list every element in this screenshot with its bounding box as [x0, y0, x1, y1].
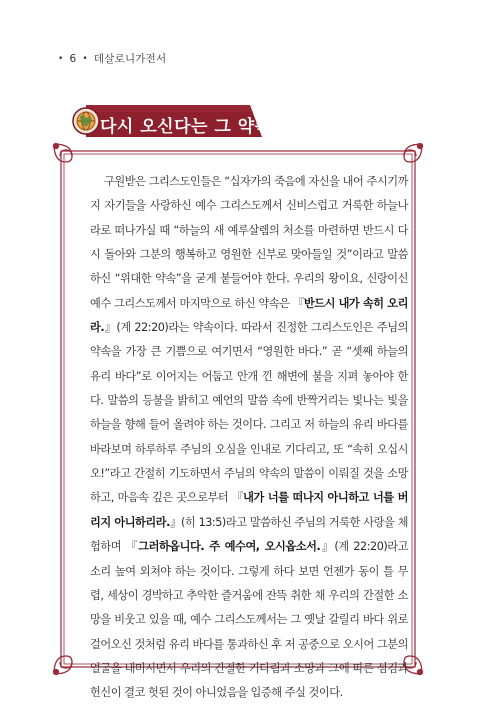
page-number: 6 [69, 52, 77, 65]
bold-quote: 내가 너를 떠나지 아니하고 너를 버리지 아니하리라. [90, 491, 408, 529]
body-text [90, 170, 408, 706]
text-run: 』(계 22:20)라는 약속이다. 따라서 진정한 그리스도인은 주님의 약속을 가장 큰 기쁨으로 여기면서 “영원한 바다.” 곧 “셋째 하늘의 유리 바다”로 이어지는 어둡고 안개 낀 해변에 불을 지펴 놓아야 한다. 말씀의 등불을 밝히고 예언의 말씀 속에 반짝거리는 빛나는 빛을 하늘을 향해 들어 올려야 하는 것이다. 그리고 저 하늘의 유리 바다를 바라보며 하루하루 주님의 오심을 인내로 기다리고, 또 “속히 오십시오!”라고 간절히 기도하면서 주님의 약속의 말씀이 이뤄질 것을 소망하고, 마음속 깊은 곳으로부터 『 [90, 321, 408, 505]
body-paragraph [90, 170, 408, 706]
text-run: 』(히 13:5)라고 말씀하신 주님의 거룩한 사랑을 체험하며 『 [90, 515, 408, 554]
text-run: 구원받은 그리스도인들은 “십자가의 죽음에 자신을 내어 주시기까지 자기들을 사랑하신 예수 그리스도께서 신비스럽고 거룩한 하늘나라로 떠나가실 때 “하늘의 새 예루살렘의 처소를 마련하면 반드시 다시 돌아와 그분의 행복하고 영원한 신부로 맞아들일 것”이라고 말씀하신 “위대한 약속”을 굳게 붙들어야 한다. 우리의 왕이요, 신랑이신 예수 그리스도께서 마지막으로 하신 약속은 『 [90, 175, 408, 310]
book-title: 데살로니가전서 [93, 53, 167, 65]
globe-icon [73, 108, 99, 134]
bullet-left: • [58, 53, 64, 64]
bullet-right: • [82, 53, 88, 64]
text-run: 』(계 22:20)라고 소리 높여 외쳐야 하는 것이다. 그렇게 하다 보면 언젠가 동이 틀 무렵, 세상이 경박하고 추악한 즐거움에 잔뜩 취한 채 우리의 간절한 소망을 비웃고 있을 때, 예수 그리스도께서는 그 옛날 갈릴리 바다 위로 걸어오신 것처럼 유리 바다를 통과하신 후 저 공중으로 오시어 그분의 얼굴을 내미시면서 우리의 간절한 기다림과 소망과 그에 따른 섬김과 헌신이 결코 헛된 것이 아니었음을 입증해 주실 것이다. [90, 540, 408, 700]
bold-quote: 반드시 내가 속히 오리라. [90, 296, 408, 335]
section-title: 다시 오신다는 그 약속 [100, 117, 272, 137]
bold-quote: 그러하옵니다. 주 예수여, 오시옵소서. [138, 540, 321, 554]
running-header [58, 51, 166, 66]
